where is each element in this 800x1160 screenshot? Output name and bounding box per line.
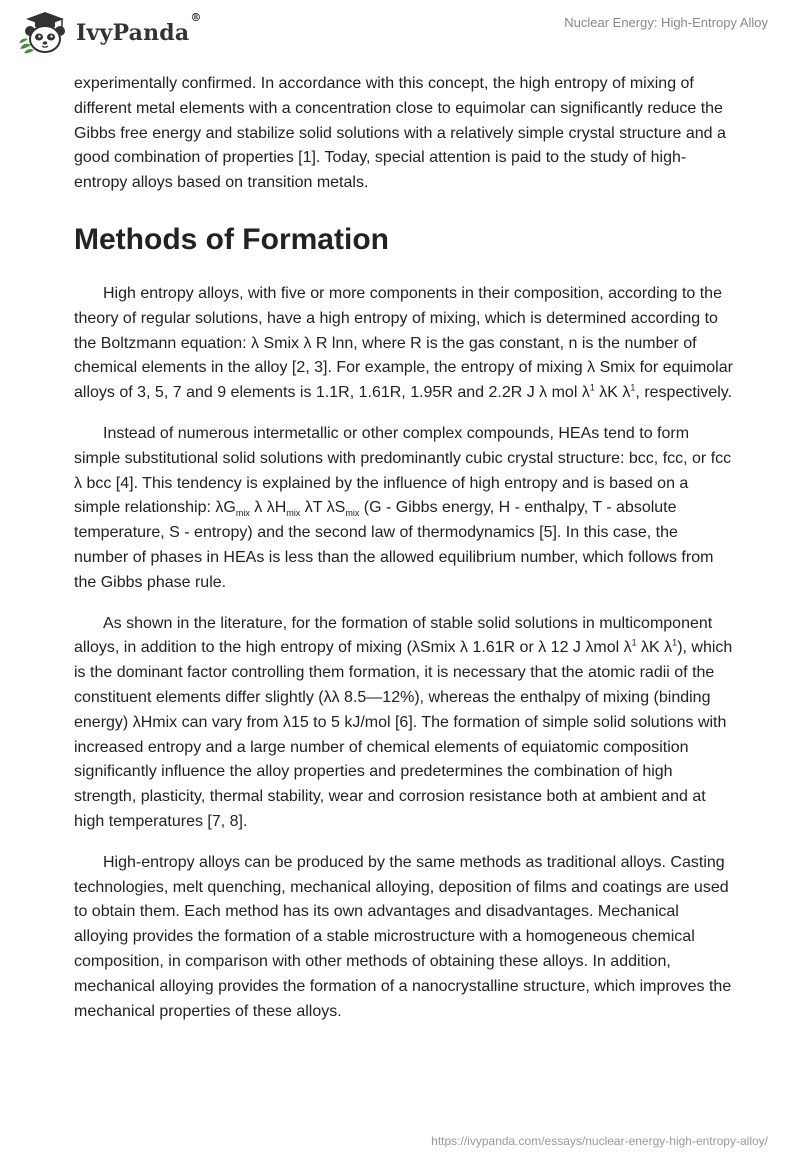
superscript: 1 <box>631 638 637 649</box>
page-header <box>0 0 800 60</box>
logo-text <box>76 11 202 46</box>
registered-mark: ® <box>190 11 202 24</box>
paragraph-production-methods: High-entropy alloys can be produced by the same methods as traditional alloys. Casting technologies, melt quenching, mechanical alloying, deposition of films and coatings are used to obtain them. Each method has its own advantages and disadvantages. Mechanical alloying provides the formation of a stable microstructure with a homogeneous chemical composition, in comparison with other methods of obtaining these alloys. In addition, mechanical alloying provides the formation of a nanocrystalline structure, which improves the mechanical properties of these alloys. <box>74 853 732 1020</box>
paragraph-text: As shown in the literature, for the formation of stable solid solutions in multicomponent alloys, in addition to the high entropy of mixing (λSmix λ 1.61R or λ 12 J λmol λ <box>74 614 713 657</box>
paragraph-text: Instead of numerous intermetallic or other complex compounds, HEAs tend to form simple substitutional solid solutions with predominantly cubic crystal structure: bcc, fcc, or fcc λ bcc [4]. This tendency is explained by the influence of high entropy and is based on a simple relationship: λG <box>74 424 732 517</box>
footer-source-url[interactable]: https://ivypanda.com/essays/nuclear-energy-high-entropy-alloy/ <box>431 1134 768 1148</box>
paragraph-boltzmann <box>74 282 734 406</box>
document-title: Nuclear Energy: High-Entropy Alloy <box>564 15 768 30</box>
paragraph-text: λK λ <box>636 639 673 657</box>
superscript: 1 <box>630 382 636 393</box>
ivypanda-logo[interactable] <box>16 9 202 55</box>
paragraph-text: λ λH <box>249 499 287 517</box>
superscript: 1 <box>672 638 678 649</box>
intro-paragraph: experimentally confirmed. In accordance with this concept, the high entropy of mixing of different metal elements with a concentration close to equimolar can significantly reduce the Gibbs free energy and stabilize solid solutions with a relatively simple crystal structure and a good combination of properties [1]. Today, special attention is paid to the study of high-entropy alloys based on transition metals. <box>74 75 726 192</box>
essay-content <box>74 72 734 1024</box>
paragraph-text: λT λS <box>300 499 346 517</box>
subscript: mix <box>235 508 250 519</box>
paragraph-text: λK λ <box>594 384 631 402</box>
superscript: 1 <box>589 382 595 393</box>
paragraph-text: (G - Gibbs energy, H - enthalpy, T - absolute temperature, S - entropy) and the second law of thermodynamics [5]. In this case, the number of phases in HEAs is less than the allowed equilibrium number, which follows from the Gibbs phase rule. <box>74 499 714 591</box>
paragraph-text: High entropy alloys, with five or more components in their composition, according to the theory of regular solutions, have a high entropy of mixing, which is determined according to the Boltzmann equation: λ Smix λ R lnn, where R is the gas constant, n is the number of chemical elements in the alloy [2, 3]. For example, the entropy of mixing λ Smix for equimolar alloys of 3, 5, 7 and 9 elements is 1.1R, 1.61R, 1.95R and 2.2R J λ mol λ <box>74 284 733 402</box>
subscript: mix <box>286 508 301 519</box>
paragraph-solid-solutions <box>74 422 734 596</box>
paragraph-text: , respectively. <box>635 384 733 402</box>
paragraph-text: ), which is the dominant factor controlling them formation, it is necessary that the atomic radii of the constituent elements differ slightly (λλ 8.5—12%), whereas the enthalpy of mixing (binding energy) λHmix can vary from λ15 to 5 kJ/mol [6]. The formation of simple solid solutions with increased entropy and a large number of chemical elements of equiatomic composition significantly influence the alloy properties and predetermines the combination of high strength, plasticity, thermal stability, wear and corrosion resistance both at ambient and at high temperatures [7, 8]. <box>74 639 733 830</box>
panda-logo-icon <box>16 9 74 55</box>
subscript: mix <box>345 508 360 519</box>
logo-wordmark: IvyPanda <box>76 20 190 46</box>
section-heading: Methods of Formation <box>74 222 389 256</box>
paragraph-stability-conditions <box>74 612 734 835</box>
